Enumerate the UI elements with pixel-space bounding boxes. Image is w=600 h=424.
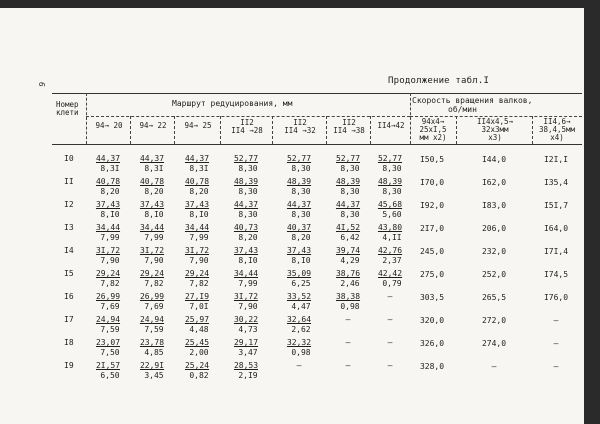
route-diameter: 26,99 [95, 292, 121, 301]
route-diameter: 44,37 [335, 200, 361, 209]
route-reduction: 0,82 [189, 371, 209, 380]
route-reduction: 8,30 [238, 187, 258, 196]
route-diameter: 37,43 [286, 246, 312, 255]
route-diameter: 48,39 [233, 177, 259, 186]
route-diameter: 39,74 [335, 246, 361, 255]
route-reduction: 7,99 [189, 233, 209, 242]
roll-speed: 265,5 [481, 293, 507, 302]
route-diameter: 27,I9 [184, 292, 210, 301]
route-header: Маршрут редуцирования, мм [172, 99, 293, 108]
stand-number: I3 [64, 223, 74, 232]
route-col-header: II2 II4 →32 [284, 118, 316, 135]
route-diameter: 29,24 [95, 269, 121, 278]
route-reduction: 2,00 [189, 348, 209, 357]
route-diameter: – [387, 338, 393, 347]
roll-speed: 303,5 [419, 293, 445, 302]
route-diameter: 26,99 [139, 292, 165, 301]
route-diameter: 34,44 [139, 223, 165, 232]
roll-speed: 206,0 [481, 224, 507, 233]
route-reduction: 0,79 [382, 279, 402, 288]
route-diameter: 4I,52 [335, 223, 361, 232]
roll-speed: 274,0 [481, 339, 507, 348]
roll-speed: I62,0 [481, 178, 507, 187]
route-reduction: 8,30 [291, 164, 311, 173]
route-reduction: 4,II [382, 233, 402, 242]
stand-number: II [64, 177, 74, 186]
route-reduction: 8,20 [189, 187, 209, 196]
route-diameter: 40,37 [286, 223, 312, 232]
stand-number: I7 [64, 315, 74, 324]
route-reduction: 7,90 [100, 256, 120, 265]
route-col-header: II2 II4 →38 [333, 118, 365, 135]
route-diameter: 48,39 [377, 177, 403, 186]
route-reduction: 8,I0 [100, 210, 120, 219]
route-diameter: 34,44 [184, 223, 210, 232]
route-diameter: – [387, 315, 393, 324]
route-diameter: 43,80 [377, 223, 403, 232]
route-reduction: 7,50 [100, 348, 120, 357]
route-diameter: 38,76 [335, 269, 361, 278]
route-reduction: 2,46 [340, 279, 360, 288]
route-reduction: 8,30 [340, 187, 360, 196]
roll-speed: I83,0 [481, 201, 507, 210]
route-reduction: 2,37 [382, 256, 402, 265]
roll-speed: 272,0 [481, 316, 507, 325]
route-diameter: 48,39 [335, 177, 361, 186]
route-reduction: 7,99 [100, 233, 120, 242]
route-diameter: 29,24 [184, 269, 210, 278]
route-reduction: 3,47 [238, 348, 258, 357]
route-reduction: 8,3I [189, 164, 209, 173]
route-reduction: 8,30 [382, 164, 402, 173]
route-reduction: 4,29 [340, 256, 360, 265]
route-diameter: 42,42 [377, 269, 403, 278]
route-diameter: 32,32 [286, 338, 312, 347]
route-diameter: 37,43 [139, 200, 165, 209]
roll-speed: 232,0 [481, 247, 507, 256]
route-diameter: 40,78 [95, 177, 121, 186]
route-reduction: 4,85 [144, 348, 164, 357]
roll-speed: I70,0 [419, 178, 445, 187]
roll-speed: I92,0 [419, 201, 445, 210]
route-reduction: 4,47 [291, 302, 311, 311]
route-diameter: 52,77 [377, 154, 403, 163]
table-top-rule [52, 93, 582, 94]
route-reduction: 7,0I [189, 302, 209, 311]
route-diameter: 34,44 [233, 269, 259, 278]
stand-number: I5 [64, 269, 74, 278]
route-diameter: 37,43 [184, 200, 210, 209]
col-divider [326, 116, 327, 144]
route-reduction: 8,20 [100, 187, 120, 196]
route-diameter: 2I,57 [95, 361, 121, 370]
speed-col-header: II4,6→ 38,4,5мм x4) [538, 117, 576, 142]
route-col-header: II2 II4 →28 [231, 118, 263, 135]
speed-col-header: 94x4→ 25xI,5 мм x2) [419, 117, 447, 142]
route-reduction: 8,I0 [291, 256, 311, 265]
route-diameter: 34,44 [95, 223, 121, 232]
roll-speed: 320,0 [419, 316, 445, 325]
route-reduction: 0,98 [291, 348, 311, 357]
roll-speed: – [553, 362, 559, 371]
stand-number: I8 [64, 338, 74, 347]
route-diameter: – [345, 338, 351, 347]
route-diameter: 3I,72 [95, 246, 121, 255]
route-reduction: 3,45 [144, 371, 164, 380]
route-diameter: 42,76 [377, 246, 403, 255]
route-reduction: 8,20 [238, 233, 258, 242]
col-divider [370, 116, 371, 144]
col-divider [86, 93, 87, 144]
route-reduction: 7,59 [144, 325, 164, 334]
roll-speed: I7I,4 [543, 247, 569, 256]
route-diameter: – [345, 361, 351, 370]
route-diameter: 44,37 [139, 154, 165, 163]
route-diameter: 3I,72 [233, 292, 259, 301]
route-reduction: 8,30 [291, 187, 311, 196]
roll-speed: I5I,7 [543, 201, 569, 210]
route-reduction: 2,I9 [238, 371, 258, 380]
route-diameter: 44,37 [95, 154, 121, 163]
roll-speed: 245,0 [419, 247, 445, 256]
roll-speed: I76,0 [543, 293, 569, 302]
route-diameter: 44,37 [233, 200, 259, 209]
roll-speed: I64,0 [543, 224, 569, 233]
stand-number: I9 [64, 361, 74, 370]
right-border [584, 0, 600, 424]
speed-header: Скорость вращения валков, об/мин [412, 96, 533, 114]
route-diameter: 37,43 [95, 200, 121, 209]
col-divider [130, 116, 131, 144]
route-diameter: 38,38 [335, 292, 361, 301]
route-diameter: 40,78 [184, 177, 210, 186]
route-reduction: 8,3I [100, 164, 120, 173]
route-reduction: 7,69 [144, 302, 164, 311]
route-reduction: 7,90 [144, 256, 164, 265]
route-reduction: 7,90 [189, 256, 209, 265]
roll-speed: – [553, 316, 559, 325]
route-diameter: 29,24 [139, 269, 165, 278]
roll-speed: I50,5 [419, 155, 445, 164]
col-divider [174, 116, 175, 144]
route-reduction: 8,30 [340, 164, 360, 173]
route-reduction: 4,73 [238, 325, 258, 334]
route-reduction: 8,30 [340, 210, 360, 219]
route-reduction: 5,60 [382, 210, 402, 219]
roll-speed: I35,4 [543, 178, 569, 187]
stand-header: Номер клети [56, 100, 79, 117]
roll-speed: 326,0 [419, 339, 445, 348]
route-reduction: 7,90 [238, 302, 258, 311]
route-diameter: 33,52 [286, 292, 312, 301]
route-diameter: 44,37 [286, 200, 312, 209]
route-diameter: 25,24 [184, 361, 210, 370]
route-reduction: 7,99 [144, 233, 164, 242]
stand-number: I0 [64, 154, 74, 163]
route-reduction: 8,20 [144, 187, 164, 196]
continuation-title: Продолжение табл.I [388, 76, 490, 86]
route-diameter: 3I,72 [184, 246, 210, 255]
route-reduction: 6,42 [340, 233, 360, 242]
route-diameter: 52,77 [335, 154, 361, 163]
page-marker: 9 [37, 81, 48, 88]
roll-speed: – [553, 339, 559, 348]
route-diameter: 40,73 [233, 223, 259, 232]
route-reduction: 8,30 [238, 164, 258, 173]
route-reduction: 8,3I [144, 164, 164, 173]
route-reduction: 8,I0 [144, 210, 164, 219]
stand-number: I6 [64, 292, 74, 301]
route-diameter: 24,94 [95, 315, 121, 324]
col-divider [272, 116, 273, 144]
route-diameter: 37,43 [233, 246, 259, 255]
route-diameter: 52,77 [233, 154, 259, 163]
route-diameter: – [387, 361, 393, 370]
route-reduction: 7,69 [100, 302, 120, 311]
route-reduction: 7,82 [100, 279, 120, 288]
route-reduction: 8,30 [238, 210, 258, 219]
route-diameter: 52,77 [286, 154, 312, 163]
roll-speed: I74,5 [543, 270, 569, 279]
route-diameter: 24,94 [139, 315, 165, 324]
route-diameter: 30,22 [233, 315, 259, 324]
roll-speed: I2I,I [543, 155, 569, 164]
route-diameter: 40,78 [139, 177, 165, 186]
route-diameter: 22,9I [139, 361, 165, 370]
route-reduction: 2,62 [291, 325, 311, 334]
header-bottom-rule [52, 144, 582, 145]
route-diameter: 25,45 [184, 338, 210, 347]
route-diameter: 28,53 [233, 361, 259, 370]
route-col-header: 94→ 25 [184, 121, 212, 130]
stand-number: I2 [64, 200, 74, 209]
route-col-header: 94→ 22 [139, 121, 167, 130]
route-diameter: 25,97 [184, 315, 210, 324]
route-reduction: 6,25 [291, 279, 311, 288]
route-diameter: 23,78 [139, 338, 165, 347]
route-reduction: 7,82 [144, 279, 164, 288]
route-reduction: 8,I0 [189, 210, 209, 219]
route-reduction: 4,48 [189, 325, 209, 334]
stand-number: I4 [64, 246, 74, 255]
roll-speed: 275,0 [419, 270, 445, 279]
speed-col-header: II4x4,5→ 32x3мм x3) [476, 117, 514, 142]
route-diameter: – [296, 361, 302, 370]
route-reduction: 7,59 [100, 325, 120, 334]
route-col-header: II4→42 [377, 121, 405, 130]
route-diameter: – [345, 315, 351, 324]
roll-speed: 328,0 [419, 362, 445, 371]
route-reduction: 8,30 [382, 187, 402, 196]
route-reduction: 8,I0 [238, 256, 258, 265]
route-reduction: 7,82 [189, 279, 209, 288]
route-diameter: 48,39 [286, 177, 312, 186]
route-diameter: 44,37 [184, 154, 210, 163]
roll-speed: I44,0 [481, 155, 507, 164]
roll-speed: – [491, 362, 497, 371]
route-diameter: 35,09 [286, 269, 312, 278]
route-reduction: 6,50 [100, 371, 120, 380]
roll-speed: 252,0 [481, 270, 507, 279]
route-col-header: 94→ 20 [95, 121, 123, 130]
route-diameter: 45,68 [377, 200, 403, 209]
route-diameter: 29,17 [233, 338, 259, 347]
route-diameter: 23,07 [95, 338, 121, 347]
route-diameter: – [387, 292, 393, 301]
route-reduction: 7,99 [238, 279, 258, 288]
col-divider [220, 116, 221, 144]
route-diameter: 3I,72 [139, 246, 165, 255]
route-header-rule [86, 116, 410, 117]
route-reduction: 8,30 [291, 210, 311, 219]
roll-speed: 2I7,0 [419, 224, 445, 233]
route-reduction: 0,98 [340, 302, 360, 311]
route-diameter: 32,64 [286, 315, 312, 324]
route-reduction: 8,20 [291, 233, 311, 242]
